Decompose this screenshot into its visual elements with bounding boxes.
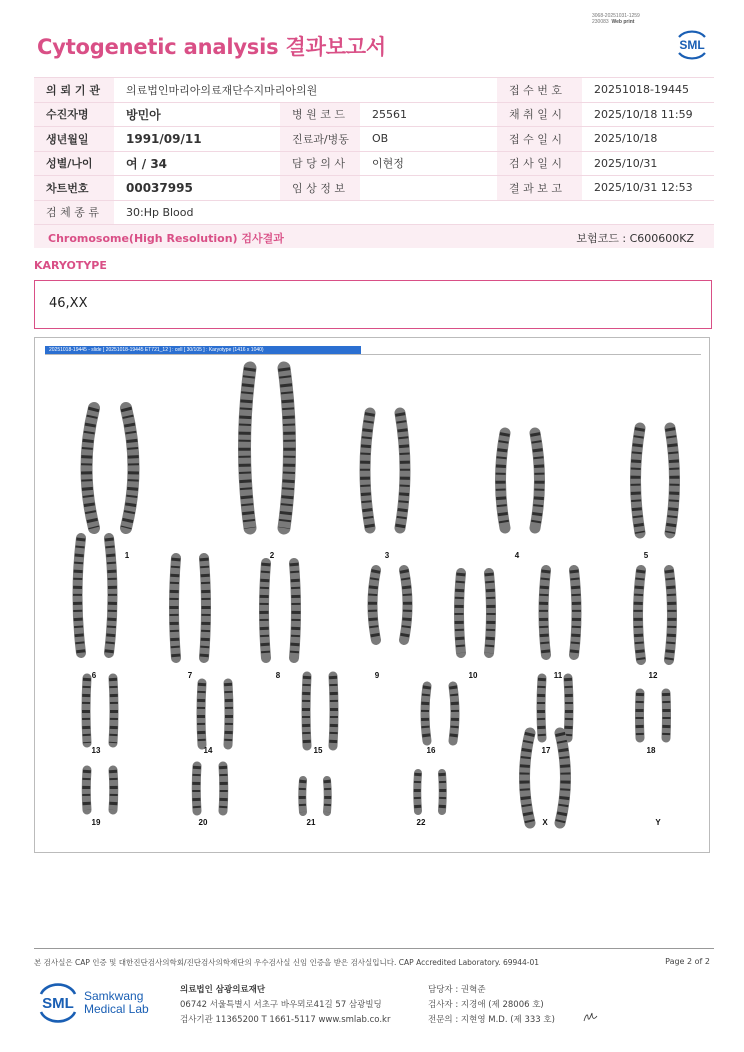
chromosome-20 [223,766,224,811]
karyotype-label: KARYOTYPE [34,259,107,272]
chromosome-label-12: 12 [648,671,658,680]
label-physician: 담 당 의 사 [280,151,360,176]
chromosome-label-6: 6 [91,671,97,680]
chromosome-label-13: 13 [91,746,101,755]
label-received-time: 접 수 일 시 [497,127,582,152]
page-number: Page 2 of 2 [665,957,710,966]
label-chart-number: 차트번호 [34,176,114,201]
label-sex-age: 성별/나이 [34,151,114,176]
chromosome-12 [669,570,672,660]
chromosome-label-18: 18 [646,746,656,755]
karyotype-result: 46,XX [49,296,88,311]
sml-footer-logo-icon [36,980,80,1024]
chromosome-label-20: 20 [198,818,208,827]
value-birth-date: 1991/09/11 [114,127,280,152]
chromosome-15 [333,676,334,746]
sml-footer-logo-text: SML [42,995,74,1012]
chromosome-label-10: 10 [468,671,478,680]
chromosome-20 [196,766,197,811]
label-specimen-type: 검 체 종 류 [34,200,114,225]
patient-info-table [34,77,714,225]
chromosome-label-9: 9 [374,671,380,680]
print-meta-web: Web print [611,19,635,25]
staff-info [428,983,555,1028]
chromosome-12 [638,570,641,660]
chromosome-label-3: 3 [384,551,390,560]
value-specimen-type: 30:Hp Blood [114,200,714,225]
label-clinical-info: 임 상 정 보 [280,176,360,201]
insurance-code: 보험코드 : C600600KZ [576,232,694,245]
brand-line2: Medical Lab [84,1002,149,1016]
label-report-time: 결 과 보 고 [497,176,582,201]
label-patient-name: 수진자명 [34,102,114,127]
info-row [34,127,714,152]
chromosome-band-6 [78,538,82,653]
chromosome-label-16: 16 [426,746,436,755]
staff-specialist: 전문의 : 지현영 M.D. (제 333 호) [428,1015,555,1025]
karyogram-panel [34,337,710,853]
value-hospital-code: 25561 [360,102,497,127]
info-row [34,200,714,225]
footer-accreditation-note: 본 검사실은 CAP 인증 및 대한진단검사의학회/진단검사의학재단의 우수검사실 신임 인증을 받은 검사실입니다. CAP Accredited Laboratory. 69944-01 [34,958,540,967]
karyogram-title-bar: 20251018-19445 - slide [ 20251018-19445 ET721_12 ] : cell [ 30/105 ] : Karyotype (1416 x 1040) [45,346,361,354]
chromosome-9 [373,570,377,640]
result-box [34,280,712,329]
brand-line1: Samkwang [84,989,144,1003]
section-header [34,225,714,248]
label-requesting-institution: 의 뢰 기 관 [34,78,114,103]
chromosome-label-X: X [542,818,548,827]
value-received-time: 2025/10/18 [582,127,714,152]
chromosome-label-2: 2 [269,551,275,560]
label-department: 진료과/병동 [280,127,360,152]
chromosome-18 [640,693,641,738]
chromosome-X [560,733,566,823]
info-row [34,151,714,176]
chromosome-label-19: 19 [91,818,101,827]
chromosome-label-14: 14 [203,746,213,755]
section-title: Chromosome(High Resolution) 검사결과 [48,232,284,245]
info-row [34,102,714,127]
chromosome-15 [306,676,307,746]
staff-manager: 담당자 : 권혁준 [428,985,486,995]
chromosome-9 [404,570,408,640]
value-accession-number: 20251018-19445 [582,78,714,103]
value-clinical-info [360,176,497,201]
chromosome-label-11: 11 [553,671,563,680]
value-chart-number: 00037995 [114,176,280,201]
value-sex-age: 여 / 34 [114,151,280,176]
value-collection-time: 2025/10/18 11:59 [582,102,714,127]
chromosome-label-1: 1 [124,551,130,560]
value-requesting-institution: 의료법인마리아의료재단수지마리아의원 [114,78,497,103]
chromosome-label-8: 8 [275,671,281,680]
chromosome-X [525,733,531,823]
chromosome-label-15: 15 [313,746,323,755]
karyogram-image [35,338,709,852]
chromosome-band-6 [109,538,113,653]
org-contact: 검사기관 11365200 T 1661-5117 www.smlab.co.kr [180,1015,391,1025]
value-physician: 이현정 [360,151,497,176]
label-accession-number: 접 수 번 호 [497,78,582,103]
organization-info [180,983,390,1028]
chromosome-label-5: 5 [643,551,649,560]
label-birth-date: 생년월일 [34,127,114,152]
value-department: OB [360,127,497,152]
chromosome-label-21: 21 [306,818,316,827]
print-meta [592,13,640,25]
chromosome-label-4: 4 [514,551,520,560]
staff-tester: 검사자 : 지경애 (제 28006 호) [428,1000,544,1010]
chromosome-band-3 [365,413,370,528]
value-test-date: 2025/10/31 [582,151,714,176]
page-title: Cytogenetic analysis 결과보고서 [37,35,386,59]
label-hospital-code: 병 원 코 드 [280,102,360,127]
chromosome-label-22: 22 [416,818,426,827]
sml-logo-text: SML [679,38,705,52]
chromosome-band-3 [400,413,405,528]
label-test-date: 검 사 일 시 [497,151,582,176]
signature-icon [582,1010,600,1024]
value-report-time: 2025/10/31 12:53 [582,176,714,201]
chromosome-label-Y: Y [655,818,661,827]
value-patient-name: 방민아 [114,102,280,127]
brand-name [84,990,149,1016]
print-meta-line1: 3068-20251031-1259 [592,13,640,19]
org-name: 의료법인 삼광의료재단 [180,985,266,995]
footer-divider [34,948,714,949]
info-row [34,78,714,103]
chromosome-18 [666,693,667,738]
info-row [34,176,714,201]
chromosome-label-17: 17 [541,746,551,755]
print-meta-code: 230083 [592,19,609,25]
org-address: 06742 서울특별시 서초구 바우뫼로41길 57 삼광빌딩 [180,1000,382,1010]
label-collection-time: 채 취 일 시 [497,102,582,127]
chromosome-label-7: 7 [187,671,193,680]
sml-logo-icon [672,28,712,62]
